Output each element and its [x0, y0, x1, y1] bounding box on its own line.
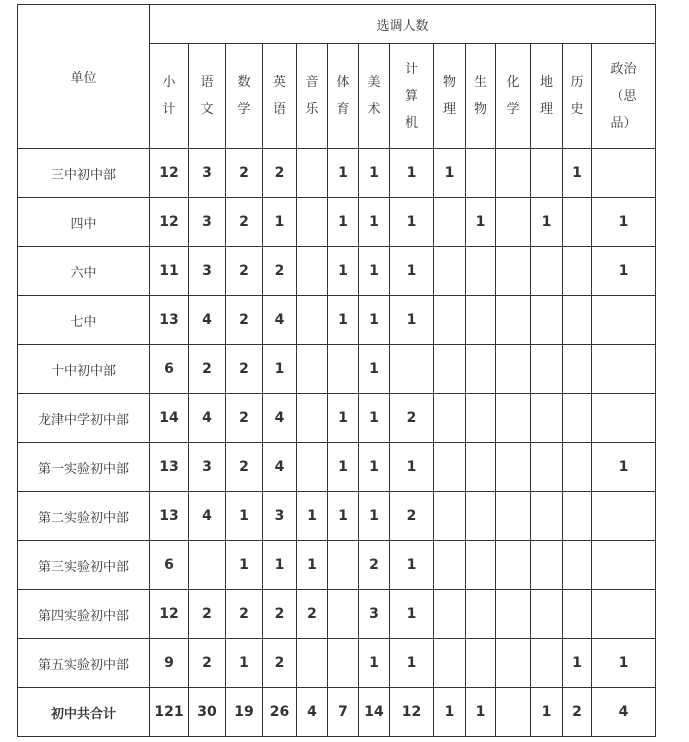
- value-cell: [434, 443, 466, 492]
- unit-cell: 三中初中部: [18, 149, 150, 198]
- value-cell: 2: [263, 247, 297, 296]
- table-row: [18, 296, 656, 345]
- table-row: [18, 443, 656, 492]
- value-cell: 1: [390, 296, 434, 345]
- value-cell: 1: [359, 345, 390, 394]
- value-cell: 1: [359, 149, 390, 198]
- value-cell: [434, 541, 466, 590]
- value-cell: [434, 394, 466, 443]
- unit-cell: 第四实验初中部: [18, 590, 150, 639]
- column-header: 历史: [563, 44, 592, 149]
- value-cell: 1: [390, 541, 434, 590]
- value-cell: 2: [263, 149, 297, 198]
- value-cell: [592, 492, 656, 541]
- value-cell: 2: [226, 296, 263, 345]
- value-cell: 2: [297, 590, 328, 639]
- value-cell: 1: [359, 394, 390, 443]
- column-header: 地理: [531, 44, 563, 149]
- value-cell: 1: [263, 198, 297, 247]
- value-cell: 1: [328, 394, 359, 443]
- value-cell: [297, 296, 328, 345]
- value-cell: 7: [328, 688, 359, 737]
- value-cell: 12: [150, 149, 189, 198]
- value-cell: [563, 541, 592, 590]
- value-cell: [496, 247, 531, 296]
- column-header: 数学: [226, 44, 263, 149]
- value-cell: [592, 149, 656, 198]
- value-cell: [563, 394, 592, 443]
- unit-cell: 龙津中学初中部: [18, 394, 150, 443]
- unit-cell: 四中: [18, 198, 150, 247]
- value-cell: 12: [150, 198, 189, 247]
- value-cell: [592, 590, 656, 639]
- value-cell: [189, 541, 226, 590]
- value-cell: 3: [189, 149, 226, 198]
- value-cell: 2: [390, 394, 434, 443]
- value-cell: 3: [263, 492, 297, 541]
- table-row: [18, 639, 656, 688]
- value-cell: [592, 394, 656, 443]
- value-cell: [328, 345, 359, 394]
- value-cell: [466, 345, 496, 394]
- value-cell: [434, 492, 466, 541]
- table-row: [18, 198, 656, 247]
- value-cell: 1: [297, 541, 328, 590]
- value-cell: 1: [263, 541, 297, 590]
- value-cell: [328, 541, 359, 590]
- table-row: [18, 590, 656, 639]
- value-cell: 12: [390, 688, 434, 737]
- value-cell: 12: [150, 590, 189, 639]
- value-cell: [297, 639, 328, 688]
- value-cell: [531, 394, 563, 443]
- value-cell: [563, 590, 592, 639]
- value-cell: [297, 149, 328, 198]
- value-cell: [531, 296, 563, 345]
- value-cell: [328, 590, 359, 639]
- value-cell: [563, 443, 592, 492]
- value-cell: 1: [328, 149, 359, 198]
- value-cell: 3: [189, 198, 226, 247]
- selection-table: [17, 4, 656, 737]
- value-cell: 4: [263, 394, 297, 443]
- table-row: [18, 394, 656, 443]
- value-cell: 2: [390, 492, 434, 541]
- column-header: 生物: [466, 44, 496, 149]
- value-cell: 1: [466, 688, 496, 737]
- total-row: [18, 688, 656, 737]
- value-cell: 4: [189, 492, 226, 541]
- value-cell: 2: [226, 443, 263, 492]
- column-header: 音乐: [297, 44, 328, 149]
- value-cell: 1: [263, 345, 297, 394]
- value-cell: [466, 590, 496, 639]
- value-cell: [434, 296, 466, 345]
- value-cell: [434, 247, 466, 296]
- value-cell: [297, 443, 328, 492]
- value-cell: [531, 345, 563, 394]
- value-cell: [496, 443, 531, 492]
- value-cell: 2: [263, 639, 297, 688]
- value-cell: 1: [328, 492, 359, 541]
- column-header: 化学: [496, 44, 531, 149]
- column-header: 小计: [150, 44, 189, 149]
- value-cell: 1: [592, 198, 656, 247]
- value-cell: [496, 394, 531, 443]
- value-cell: [434, 198, 466, 247]
- value-cell: 1: [592, 639, 656, 688]
- value-cell: [496, 639, 531, 688]
- value-cell: [563, 345, 592, 394]
- value-cell: 2: [226, 247, 263, 296]
- unit-cell: 第二实验初中部: [18, 492, 150, 541]
- value-cell: [496, 590, 531, 639]
- value-cell: [496, 492, 531, 541]
- value-cell: [531, 149, 563, 198]
- unit-cell: 十中初中部: [18, 345, 150, 394]
- value-cell: [531, 247, 563, 296]
- value-cell: 3: [359, 590, 390, 639]
- group-header: 选调人数: [150, 5, 656, 44]
- value-cell: 2: [226, 345, 263, 394]
- value-cell: 1: [434, 688, 466, 737]
- value-cell: 1: [390, 247, 434, 296]
- table-body: [18, 149, 656, 737]
- value-cell: [592, 541, 656, 590]
- unit-cell: 第一实验初中部: [18, 443, 150, 492]
- value-cell: 11: [150, 247, 189, 296]
- value-cell: 13: [150, 492, 189, 541]
- value-cell: 1: [359, 198, 390, 247]
- value-cell: 1: [390, 149, 434, 198]
- column-header: 美术: [359, 44, 390, 149]
- value-cell: [531, 541, 563, 590]
- value-cell: 1: [531, 198, 563, 247]
- value-cell: 1: [359, 247, 390, 296]
- value-cell: [592, 345, 656, 394]
- value-cell: 1: [359, 296, 390, 345]
- value-cell: [434, 639, 466, 688]
- value-cell: 26: [263, 688, 297, 737]
- unit-cell: 第五实验初中部: [18, 639, 150, 688]
- value-cell: 2: [189, 639, 226, 688]
- value-cell: 2: [263, 590, 297, 639]
- value-cell: 3: [189, 247, 226, 296]
- value-cell: [531, 590, 563, 639]
- value-cell: 1: [226, 492, 263, 541]
- value-cell: [466, 149, 496, 198]
- value-cell: [297, 247, 328, 296]
- value-cell: 1: [390, 639, 434, 688]
- value-cell: [390, 345, 434, 394]
- column-header: 语文: [189, 44, 226, 149]
- value-cell: 1: [328, 198, 359, 247]
- value-cell: [563, 492, 592, 541]
- value-cell: [496, 688, 531, 737]
- value-cell: 2: [189, 590, 226, 639]
- value-cell: [531, 443, 563, 492]
- value-cell: 2: [226, 149, 263, 198]
- header-row-top: [18, 5, 656, 44]
- value-cell: 6: [150, 541, 189, 590]
- value-cell: 30: [189, 688, 226, 737]
- unit-cell: 第三实验初中部: [18, 541, 150, 590]
- value-cell: 4: [263, 296, 297, 345]
- value-cell: [496, 345, 531, 394]
- value-cell: 4: [263, 443, 297, 492]
- value-cell: [466, 247, 496, 296]
- value-cell: 1: [226, 639, 263, 688]
- value-cell: [563, 247, 592, 296]
- value-cell: 1: [297, 492, 328, 541]
- value-cell: 1: [466, 198, 496, 247]
- value-cell: 1: [390, 443, 434, 492]
- value-cell: 4: [297, 688, 328, 737]
- value-cell: 1: [531, 688, 563, 737]
- column-header: 计算机: [390, 44, 434, 149]
- column-header: 英语: [263, 44, 297, 149]
- value-cell: 13: [150, 296, 189, 345]
- value-cell: [466, 492, 496, 541]
- value-cell: 1: [359, 443, 390, 492]
- value-cell: 14: [150, 394, 189, 443]
- value-cell: 2: [226, 198, 263, 247]
- value-cell: 9: [150, 639, 189, 688]
- value-cell: 4: [592, 688, 656, 737]
- column-header: 政治（思品）: [592, 44, 656, 149]
- column-header: 体育: [328, 44, 359, 149]
- unit-cell: 六中: [18, 247, 150, 296]
- value-cell: 1: [359, 639, 390, 688]
- value-cell: [592, 296, 656, 345]
- value-cell: 4: [189, 296, 226, 345]
- value-cell: [563, 296, 592, 345]
- value-cell: 19: [226, 688, 263, 737]
- value-cell: [496, 296, 531, 345]
- value-cell: 13: [150, 443, 189, 492]
- value-cell: [297, 394, 328, 443]
- value-cell: [496, 198, 531, 247]
- value-cell: [563, 198, 592, 247]
- value-cell: 1: [328, 296, 359, 345]
- value-cell: 2: [189, 345, 226, 394]
- value-cell: 14: [359, 688, 390, 737]
- value-cell: 121: [150, 688, 189, 737]
- value-cell: 1: [592, 443, 656, 492]
- value-cell: [496, 149, 531, 198]
- value-cell: 2: [226, 590, 263, 639]
- value-cell: [297, 198, 328, 247]
- value-cell: 1: [328, 443, 359, 492]
- value-cell: [531, 492, 563, 541]
- table-row: [18, 345, 656, 394]
- value-cell: 2: [563, 688, 592, 737]
- value-cell: 1: [390, 198, 434, 247]
- value-cell: [328, 639, 359, 688]
- unit-cell: 七中: [18, 296, 150, 345]
- table-row: [18, 247, 656, 296]
- value-cell: [434, 590, 466, 639]
- value-cell: 1: [563, 149, 592, 198]
- value-cell: 1: [328, 247, 359, 296]
- value-cell: 2: [359, 541, 390, 590]
- value-cell: 3: [189, 443, 226, 492]
- column-header: 物理: [434, 44, 466, 149]
- value-cell: 1: [390, 590, 434, 639]
- unit-cell: 初中共合计: [18, 688, 150, 737]
- value-cell: 1: [563, 639, 592, 688]
- value-cell: [531, 639, 563, 688]
- table-row: [18, 541, 656, 590]
- value-cell: [466, 541, 496, 590]
- value-cell: [297, 345, 328, 394]
- value-cell: 1: [226, 541, 263, 590]
- value-cell: 6: [150, 345, 189, 394]
- value-cell: [466, 639, 496, 688]
- value-cell: [434, 345, 466, 394]
- value-cell: 1: [359, 492, 390, 541]
- value-cell: [466, 443, 496, 492]
- value-cell: 1: [434, 149, 466, 198]
- value-cell: [466, 394, 496, 443]
- table-row: [18, 149, 656, 198]
- value-cell: 1: [592, 247, 656, 296]
- value-cell: 4: [189, 394, 226, 443]
- value-cell: 2: [226, 394, 263, 443]
- value-cell: [496, 541, 531, 590]
- value-cell: [466, 296, 496, 345]
- unit-header: 单位: [18, 5, 150, 149]
- table-row: [18, 492, 656, 541]
